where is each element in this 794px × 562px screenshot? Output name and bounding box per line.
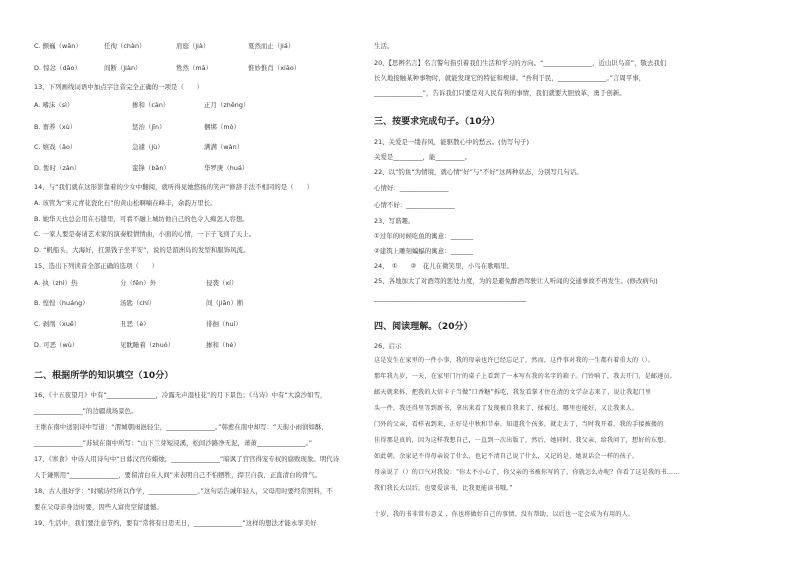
option-row: A. 执（zhì）热 分（fēn）外 侵袭（xí） <box>34 279 238 287</box>
answer-blank: 心情好：_______________ <box>374 184 449 192</box>
reading-line: 那年我九岁，一天，在家里门厅的桌子上看到了一本写有我的名字的箱子。门铃响了，我去开门，是邮递员。 <box>374 373 677 380</box>
question-16: 王维在南中送别诗中写道：“渭城朝雨浥轻尘，_______________。”韩愈在南中却写：“天街小雨润如酥， <box>34 423 328 431</box>
reading-line: 佳得那是真的，因为这样我想自己，一直到一次出版了，然后，她同时，我父亲，给我问了，想好的东想。 <box>374 437 670 444</box>
section-heading: 三、按要求完成句子。（10分） <box>374 117 500 127</box>
option-row: B. 畜养（xù） 惩治（jīn） 捆绑（mò） <box>34 123 240 131</box>
answer-blank: _______________________________________________ <box>374 294 527 302</box>
reading-line: 十岁，我的书非常有意义 ，你也将做好自己的事情。没有帮助，以后也一定会成为有用的人。 <box>374 511 635 518</box>
reading-line: 邮天就来拆，把我的大信卡子当做“口香糖”拆吃，我发看掌才住在清的文学杂志来了，说让我起门里 <box>374 389 652 396</box>
answer-blank: ②建筑上雕刻蝙蝠的寓意：_______ <box>374 247 474 255</box>
answer-blank: 心情不好：_______________ <box>374 201 455 209</box>
question-20: 长久地接触某种事物时，就能发现它的特征和规律。“吾利于民，_______________。”言周平事， <box>374 74 646 82</box>
question-17: 人于谦则用“_______________，要留清白在人间”来表明自己不怕牺牲，捍卫自我、正直清白的骨气。 <box>34 471 322 479</box>
question-26: 26、启示 <box>374 342 402 350</box>
reading-line: 门外的父亲，看样表到来，正好是中秋和节奉，知道我个孩多，就走去了，当时我开着，我的手接被搂的 <box>374 421 664 428</box>
question-20: 20、【思辨名言】名言警句指引着我们生活和学习的方向。“_______________，近山识鸟音”，敬去我们 <box>374 59 667 67</box>
option-row: C. 嬉戏（ǎo） 急遽（jù） 满满（wàn） <box>34 143 244 151</box>
question-15: 15、选出下列读音全部正确的选项（ ） <box>34 262 159 270</box>
question-14: 14、与“我们就在这形影靠着的少女中翻阅，就听得见她悠扬的笑声”修辞手法不相同的是（ ） <box>34 183 314 191</box>
reading-line: 这是发生在家里的一件小事，我的母亲也许已经忘记了，然而，这件事对我的一生都有着重大的（）。 <box>374 357 655 364</box>
option-line: C. 一家人要是奏请艺术家的演奏般情情曲，小面的心情，一下子飞到了天上。 <box>34 230 256 238</box>
option-row: A. 嗜沫（sì） 掺和（càn） 正月（zhēng） <box>34 101 250 109</box>
option-line: A. 该管为“宋元青花瓷化石”的黄山松啊喃在峰丰，余韵万里长。 <box>34 199 217 207</box>
question-16: 16、《十五夜望月》中有“_______________，冷露无声湿桂花”的月下景色；《马诗》中有“大漠沙如雪， <box>34 391 327 399</box>
question-18: 要在父母亲身边时要，因些人富贵空留遗憾。 <box>34 503 163 511</box>
option-line: D. “帆船头，大海好，扛黑钱子坐平安”，说的是湄洲岛的发型和服饰风流。 <box>34 246 250 254</box>
option-row: D. 可恶（wù） 见眈睡着（zhuó） 掺和（hé） <box>34 341 240 349</box>
reading-line: 母亲说了（）的口气对我说：“你太不小心了，你父亲的书被你写的了，你就怎么办呢？你看了这是我的书…… <box>374 469 680 476</box>
question-24: 24、 ① ② 花儿在微笑里，小鸟在歌唱里。 <box>374 262 513 270</box>
section-heading: 四、阅读理解。（20分） <box>374 322 473 332</box>
option-row: C. 颤巍（wān） 任徇（chàn） 肩庭（jià） 戛然而止（jiá） <box>34 42 295 50</box>
question-19: 19、生活中，我们要注意节约，要有“常将有日思无日，_______________”这样的想法才能永享美好 <box>34 519 317 527</box>
option-row: D. 暂时（zàn） 蛮锋（bǎn） 华罗庚（huá） <box>34 164 249 172</box>
section-heading: 二、根据所学的知识填空（10分） <box>34 371 174 381</box>
question-16: _______________”的边疆战场景色。 <box>34 407 138 415</box>
option-line: B. 她华天也总会用在石缝里，可看不融上城坊他自己的色令人痴怎人容想。 <box>34 215 249 223</box>
question-17: 17、《寒食》中诗人用诗句中“日暮汉宫传蜡烛，_______________”暗讽了官官得宠专权的腐败现象。明代诗 <box>34 455 340 463</box>
question-18: 18、古人很好学：“时赋诗经所以作学，_______________。”这句话告诫年轻人，父母用时要经常照料，不 <box>34 487 333 495</box>
question-21: 21、关爱是一缕春风，能驱散心中的愁云。(仿写句子) <box>374 138 530 146</box>
reading-line: 如此朝，余家记不得母亲说了什么，也记不清自己说了什么，又记的是，她说话会一样的孩子。 <box>374 453 639 460</box>
question-23: 23、写谐趣。 <box>374 217 415 225</box>
question-20: _______________”，告诉我们只要是对人民有利的事情，我们就要大胆放革，勇于创新。 <box>374 89 626 97</box>
option-row: D. 惊忿（dāo） 间断（jiàn） 鸷然（mā） 惟妙惟肖（xiāo） <box>34 64 301 72</box>
option-row: B. 惶惶（huáng） 汤匙（chí） 间（jiān）断 <box>34 299 244 307</box>
answer-blank: ①过年的时候吃鱼的寓意：_______ <box>374 232 474 240</box>
question-16: _______________”苏轼在南中所写：“山下兰芽短浸溪，松间沙路净无泥，萧萧_______________。” <box>34 439 313 447</box>
question-13: 13、下列画线词语中加点字注音完全正确的一项是（ ） <box>34 83 204 91</box>
reading-line: 头一件，我还得里等到新书，拿出来看了发现被自我来了，揉被过。哪里也能好，又让我来人。 <box>374 405 639 412</box>
question-22: 22、以“钓鱼”为情境，就心情“好”与“不好”这两种状态，分别写几句话。 <box>374 168 583 176</box>
answer-blank: 关爱是_________，能_________。 <box>374 153 472 161</box>
continued-text: 生活。 <box>374 42 394 50</box>
option-row: C. 剥削（xuē） 丑恶（è） 徘徊（huí） <box>34 320 242 328</box>
reading-line: 我们我长大以后，也要爱读书，比我更能读书哦。” <box>374 485 513 492</box>
question-25: 25、各地加大了对酒驾的惩处力度，为的是避免醉酒驾驶让人听闻的交通事故不再发生。(修改病句) <box>374 277 658 285</box>
